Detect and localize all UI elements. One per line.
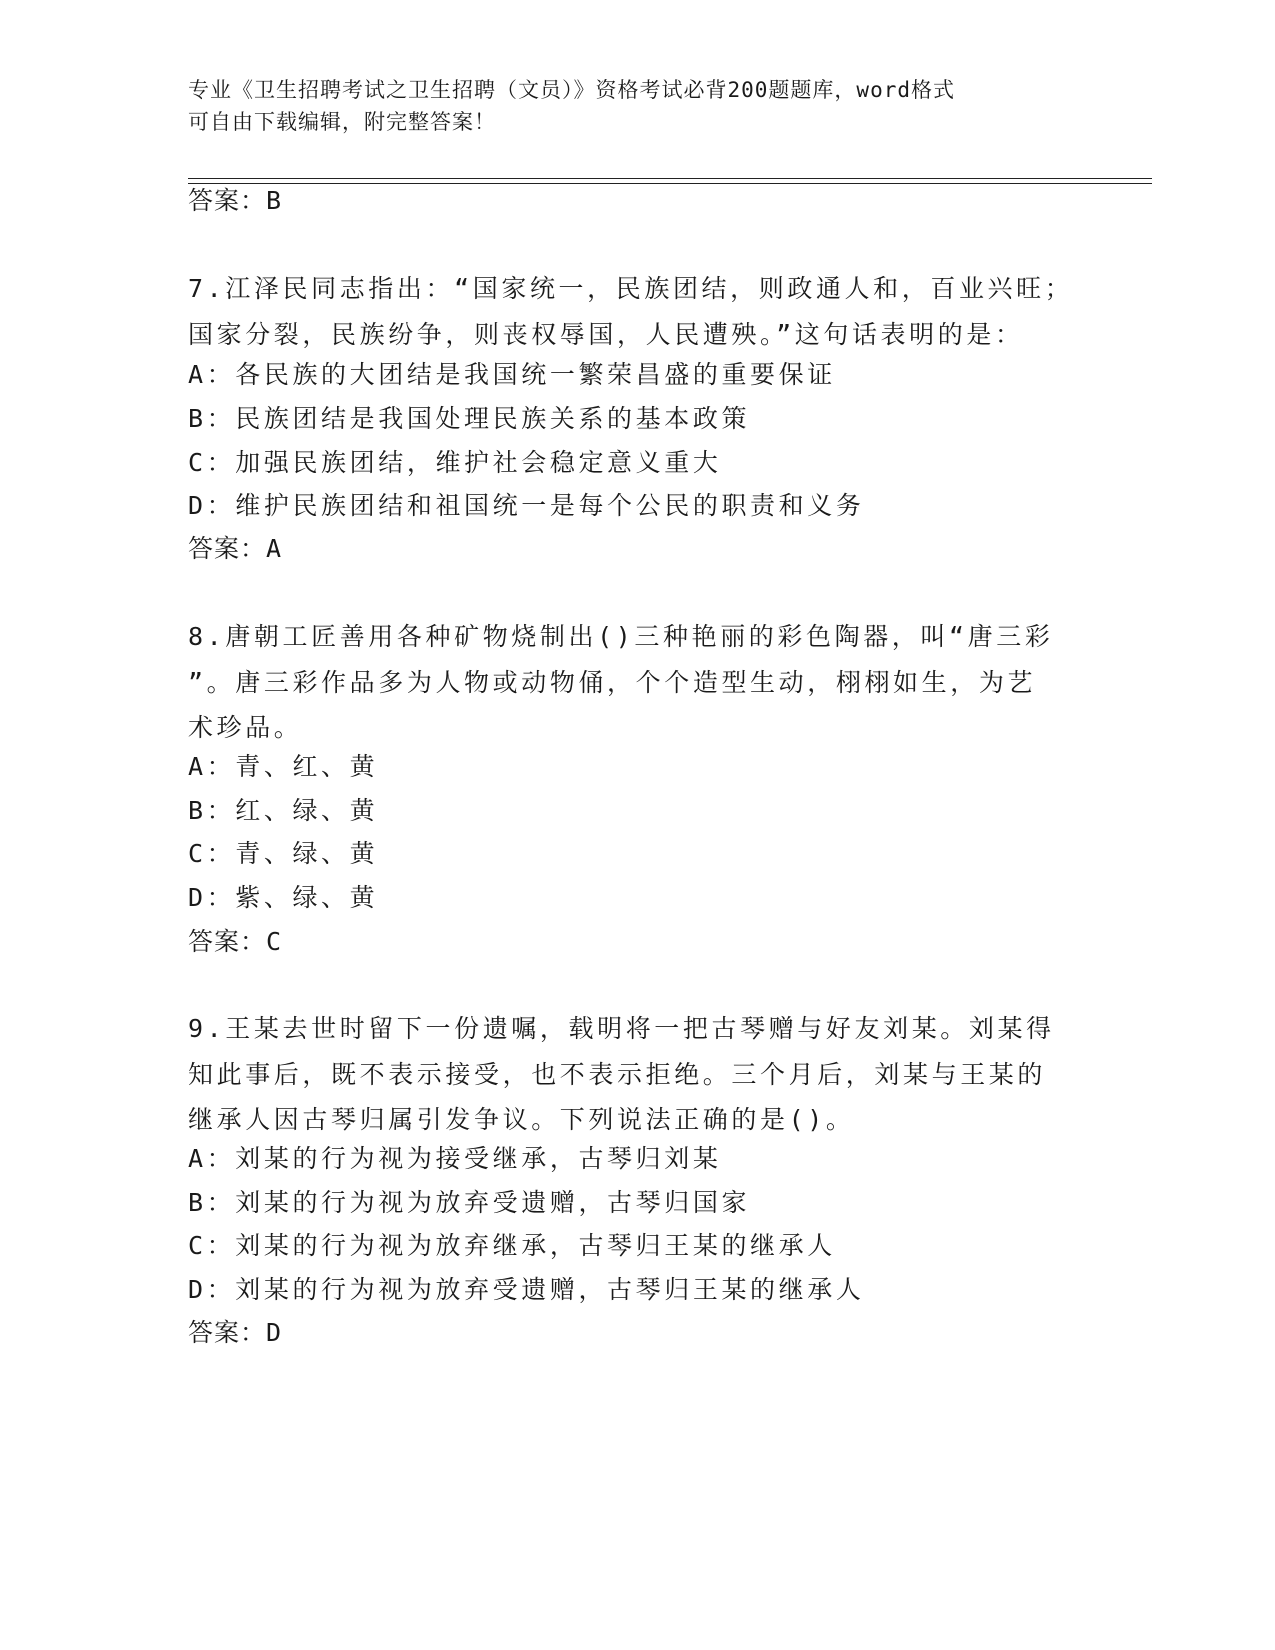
question-7-answer: 答案：A [188,534,283,563]
question-7-option-d: D：维护民族团结和祖国统一是每个公民的职责和义务 [188,491,865,520]
question-8-option-a: A：青、红、黄 [188,752,379,781]
question-8-answer: 答案：C [188,927,283,956]
question-7-line-2: 国家分裂，民族纷争，则丧权辱国，人民遭殃。”这句话表明的是： [188,319,1024,349]
question-7-line-1: 7.江泽民同志指出：“国家统一，民族团结，则政通人和，百业兴旺； [188,274,1074,303]
question-8-line-2: ”。唐三彩作品多为人物或动物俑，个个造型生动，栩栩如生，为艺 [188,667,1037,697]
document-header [188,74,1068,138]
answer-6: 答案：B [188,186,283,215]
question-8-option-c: C：青、绿、黄 [188,839,379,868]
header-divider-bottom [188,183,1152,184]
question-9-option-b: B：刘某的行为视为放弃受遗赠，古琴归国家 [188,1188,751,1217]
question-8-line-3: 术珍品。 [188,713,303,742]
question-9-line-3: 继承人因古琴归属引发争议。下列说法正确的是()。 [188,1105,855,1134]
question-8-line-1: 8.唐朝工匠善用各种矿物烧制出()三种艳丽的彩色陶器，叫“唐三彩 [188,622,1054,651]
question-7-option-b: B：民族团结是我国处理民族关系的基本政策 [188,404,751,433]
header-line-1: 专业《卫生招聘考试之卫生招聘（文员）》资格考试必背200题题库，word格式 [188,78,955,102]
question-8 [188,614,1088,751]
header-line-2: 可自由下载编辑，附完整答案！ [188,110,496,134]
question-9-line-1: 9.王某去世时留下一份遗嘱，载明将一把古琴赠与好友刘某。刘某得 [188,1014,1055,1043]
question-7-option-c: C：加强民族团结，维护社会稳定意义重大 [188,448,722,477]
question-9-option-c: C：刘某的行为视为放弃继承，古琴归王某的继承人 [188,1231,836,1260]
question-7-option-a: A：各民族的大团结是我国统一繁荣昌盛的重要保证 [188,360,836,389]
question-9-answer: 答案：D [188,1318,283,1347]
question-9-option-a: A：刘某的行为视为接受继承，古琴归刘某 [188,1144,722,1173]
question-8-option-d: D：紫、绿、黄 [188,883,379,912]
question-9-line-2: 知此事后，既不表示接受，也不表示拒绝。三个月后，刘某与王某的 [188,1059,1047,1089]
question-7 [188,266,1088,357]
header-divider-top [188,178,1152,179]
question-9-option-d: D：刘某的行为视为放弃受遗赠，古琴归王某的继承人 [188,1275,865,1304]
question-8-option-b: B：红、绿、黄 [188,796,379,825]
question-9 [188,1006,1088,1143]
